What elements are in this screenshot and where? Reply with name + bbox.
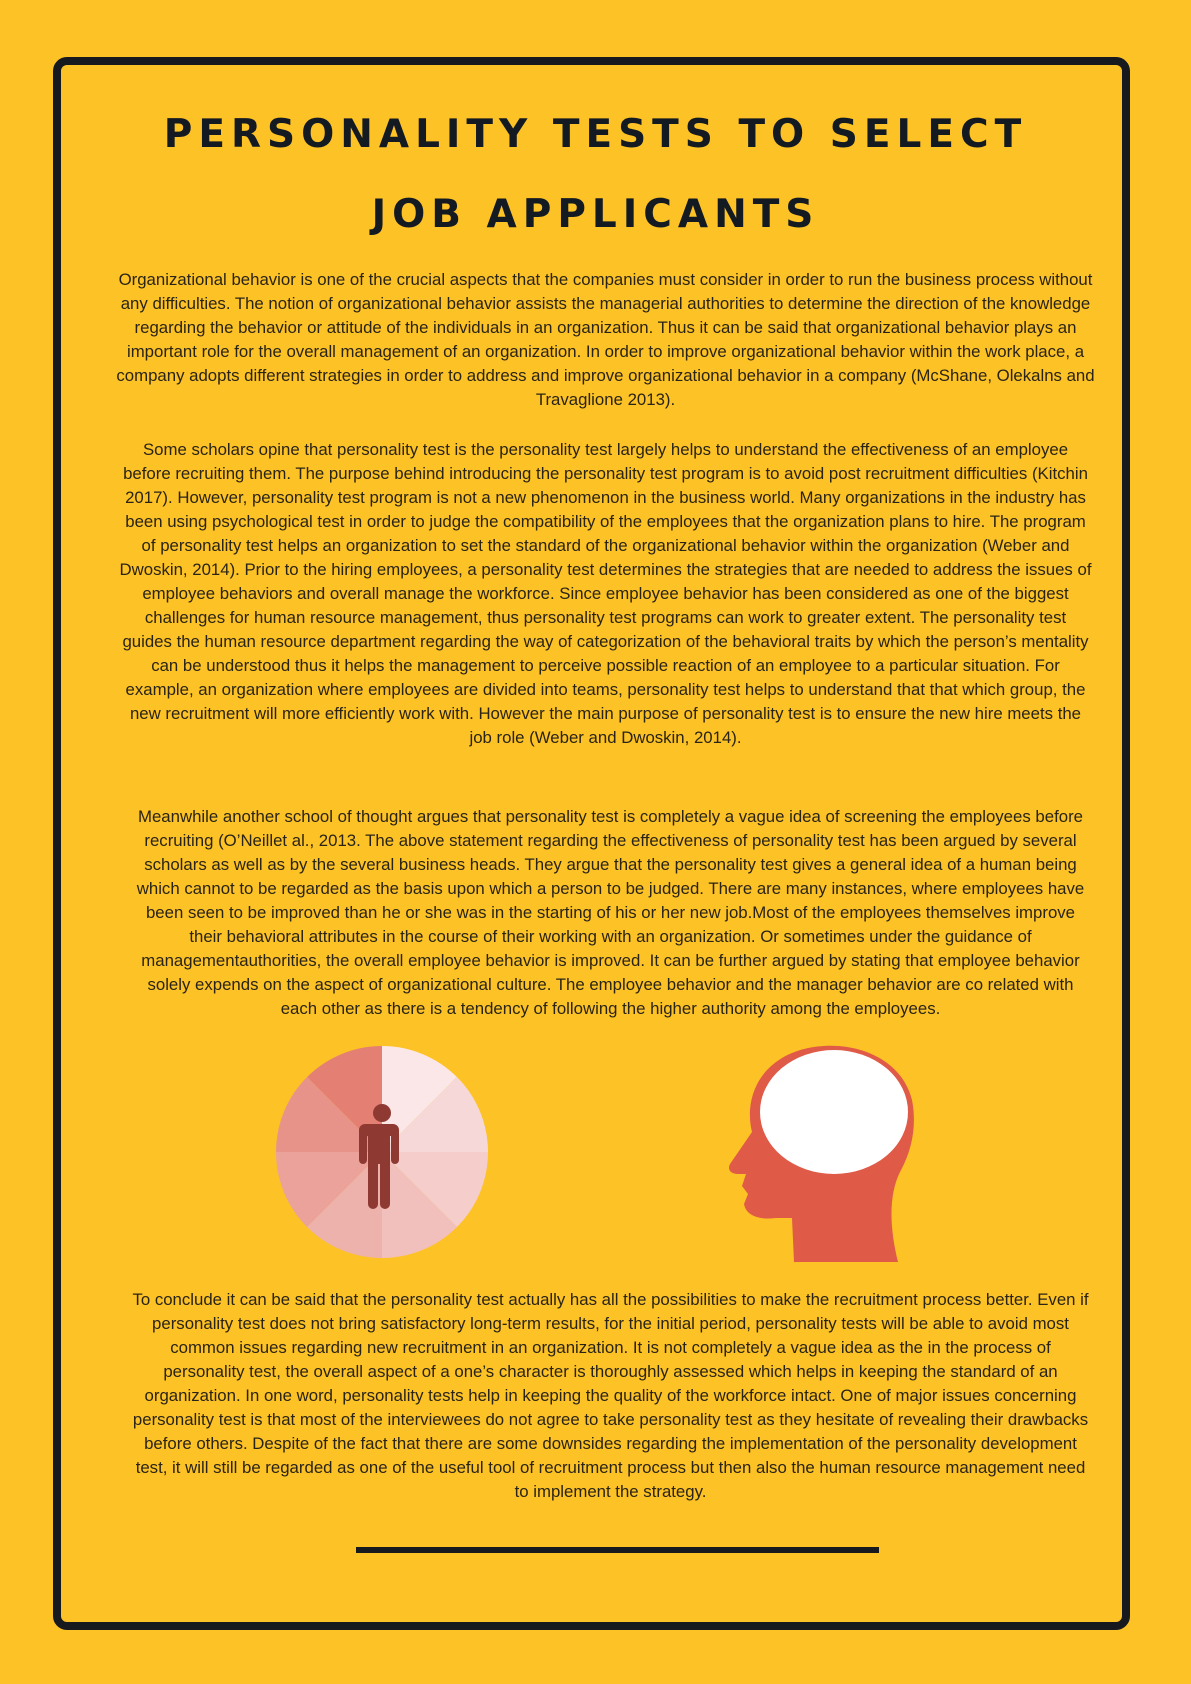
page-title-line-1: PERSONALITY TESTS TO SELECT xyxy=(163,112,1028,157)
paragraph-supporting-view: Some scholars opine that personality test is the personality test largely helps to understand the effectiveness of an employee before recruiting them. The purpose behind introducing the personality test program is to avoid post recruitment difficulties (Kitchin 2017). However, personality test program is not a new phenomenon in the business world. Many organizations in the industry has been using psychological test in order to judge the compatibility of the employees that the organization plans to hire. The program of personality test helps an organization to set the standard of the organizational behavior within the organization (Weber and Dwoskin, 2014). Prior to the hiring employees, a personality test determines the strategies that are needed to address the issues of employee behaviors and overall manage the workforce. Since employee behavior has been considered as one of the biggest challenges for human resource management, thus personality test programs can work to greater extent. The personality test guides the human resource department regarding the way of categorization of the behavioral traits by which the person’s mentality can be understood thus it helps the management to perceive possible reaction of an employee to a particular situation. For example, an organization where employees are divided into teams, personality test helps to understand that that which group, the new recruitment will more efficiently work with. However the main purpose of personality test is to ensure the new hire meets the job role (Weber and Dwoskin, 2014). xyxy=(119,440,1092,747)
person-in-wheel-icon xyxy=(275,1045,489,1259)
head-profile-icon xyxy=(722,1040,922,1262)
page-title-line-2: JOB APPLICANTS xyxy=(371,192,820,237)
footer-divider xyxy=(356,1547,879,1553)
head-brain-area xyxy=(760,1050,908,1174)
paragraph-opposing-view: Meanwhile another school of thought argues that personality test is completely a vague idea of screening the employees before recruiting (O’Neillet al., 2013. The above statement regarding the effectiveness of personality test has been argued by several scholars as well as by the several business heads. They argue that the personality test gives a general idea of a human being which cannot to be regarded as the basis upon which a person to be judged. There are many instances, where employees have been seen to be improved than he or she was in the starting of his or her new job.Most of the employees themselves improve their behavioral attributes in the course of their working with an organization. Or sometimes under the guidance of managementauthorities, the overall employee behavior is improved. It can be further argued by stating that employee behavior solely expends on the aspect of organizational culture. The employee behavior and the manager behavior are co related with each other as there is a tendency of following the higher authority among the employees. xyxy=(136,807,1085,1018)
paragraph-intro: Organizational behavior is one of the crucial aspects that the companies must consider in order to run the business process without any difficulties. The notion of organizational behavior assists the managerial authorities to determine the direction of the knowledge regarding the behavior or attitude of the individuals in an organization. Thus it can be said that organizational behavior plays an important role for the overall management of an organization. In order to improve organizational behavior within the work place, a company adopts different strategies in order to address and improve organizational behavior in a company (McShane, Olekalns and Travaglione 2013). xyxy=(116,270,1095,409)
paragraph-conclusion: To conclude it can be said that the personality test actually has all the possibilities to make the recruitment process better. Even if personality test does not bring satisfactory long-term results, for the initial period, personality tests will be able to avoid most common issues regarding new recruitment in an organization. It is not completely a vague idea as the in the process of personality test, the overall aspect of a one’s character is thoroughly assessed which helps in keeping the standard of an organization. In one word, personality tests help in keeping the quality of the workforce intact. One of major issues concerning personality test is that most of the interviewees do not agree to take personality test as they hesitate of revealing their drawbacks before others. Despite of the fact that there are some downsides regarding the implementation of the personality development test, it will still be regarded as one of the useful tool of recruitment process but then also the human resource management need to implement the strategy. xyxy=(132,1290,1089,1501)
person-head xyxy=(373,1104,391,1122)
